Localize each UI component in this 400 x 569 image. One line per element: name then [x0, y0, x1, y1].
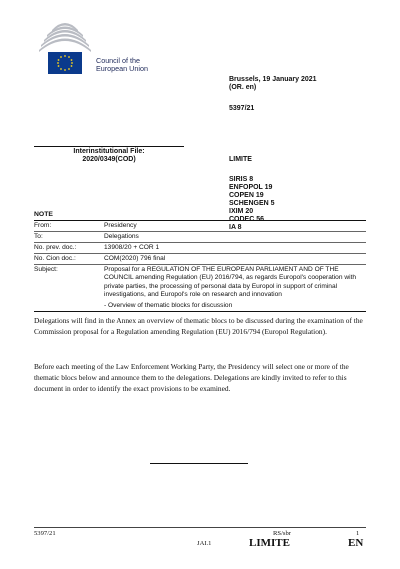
footer-rule — [34, 527, 366, 528]
doc-code: SCHENGEN 5 — [229, 200, 275, 207]
row-label: No. Cion doc.: — [34, 255, 76, 263]
doc-number: 5397/21 — [229, 105, 255, 112]
doc-code: IXIM 20 — [229, 208, 254, 215]
classification: LIMITE — [229, 156, 252, 163]
row-label: From: — [34, 222, 52, 229]
note-row-prev-doc — [34, 243, 366, 254]
footer-initials: RS/sbr — [273, 530, 291, 537]
footer-department: JAI.1 — [197, 540, 212, 547]
footer-page-number: 1 — [356, 530, 360, 537]
doc-code: ENFOPOL 19 — [229, 184, 273, 191]
note-row-from — [34, 221, 366, 232]
row-value-group — [104, 265, 366, 310]
body-paragraph-1: Delegations will find in the Annex an overview of thematic blocs to be discussed during the examination of the Commission proposal for a Regulation amending Regulation (EU) 2016/794 (Europol Regulation). — [34, 316, 363, 337]
row-label: No. prev. doc.: — [34, 244, 77, 252]
note-row-cion-doc — [34, 254, 366, 265]
footer-language: EN — [348, 537, 364, 549]
doc-code: SIRIS 8 — [229, 176, 254, 183]
note-title: NOTE — [34, 211, 53, 218]
doc-code: IA 8 — [229, 224, 242, 231]
iif-divider — [34, 146, 184, 147]
place-date: Brussels, 19 January 2021 — [229, 76, 317, 83]
note-row-to — [34, 232, 366, 243]
body-paragraph-2: Before each meeting of the Law Enforcement Working Party, the Presidency will select one or more of the thematic blocs below and announce them to the delegations. Delegations are kindly invited to refer to this document in order to identify the exact provisions to be examined. — [34, 362, 349, 394]
subject-extra: - Overview of thematic blocks for discussion — [104, 301, 233, 309]
row-label: To: — [34, 233, 43, 241]
row-value: Delegations — [104, 233, 139, 241]
interinstitutional-number: 2020/0349(COD) — [82, 156, 136, 163]
org-name-line1: Council of the — [96, 56, 140, 65]
subject-text: Proposal for a REGULATION OF THE EUROPEAN PARLIAMENT AND OF THE COUNCIL amending Regulation (EU) 2016/794, as regards Europol's cooperation with private parties, the processing of personal data by Europol in support of criminal investigations, and Europol's role on research and innovation — [104, 266, 357, 298]
footer-classification: LIMITE — [249, 537, 290, 549]
original-language: (OR. en) — [229, 84, 257, 91]
row-label: Subject: — [34, 266, 58, 274]
doc-code: COPEN 19 — [229, 192, 264, 199]
doc-code: CODEC 56 — [229, 216, 265, 223]
interinstitutional-label: Interinstitutional File: — [73, 148, 145, 155]
row-value: Presidency — [104, 222, 137, 229]
separator-line — [150, 463, 248, 464]
org-name-line2: European Union — [96, 64, 148, 73]
row-value: COM(2020) 796 final — [104, 255, 166, 263]
note-row-subject — [34, 265, 366, 311]
council-logo-icon — [38, 18, 92, 78]
row-value: 13908/20 + COR 1 — [104, 244, 160, 252]
note-table — [34, 220, 366, 312]
footer-doc-ref: 5397/21 — [34, 530, 56, 537]
